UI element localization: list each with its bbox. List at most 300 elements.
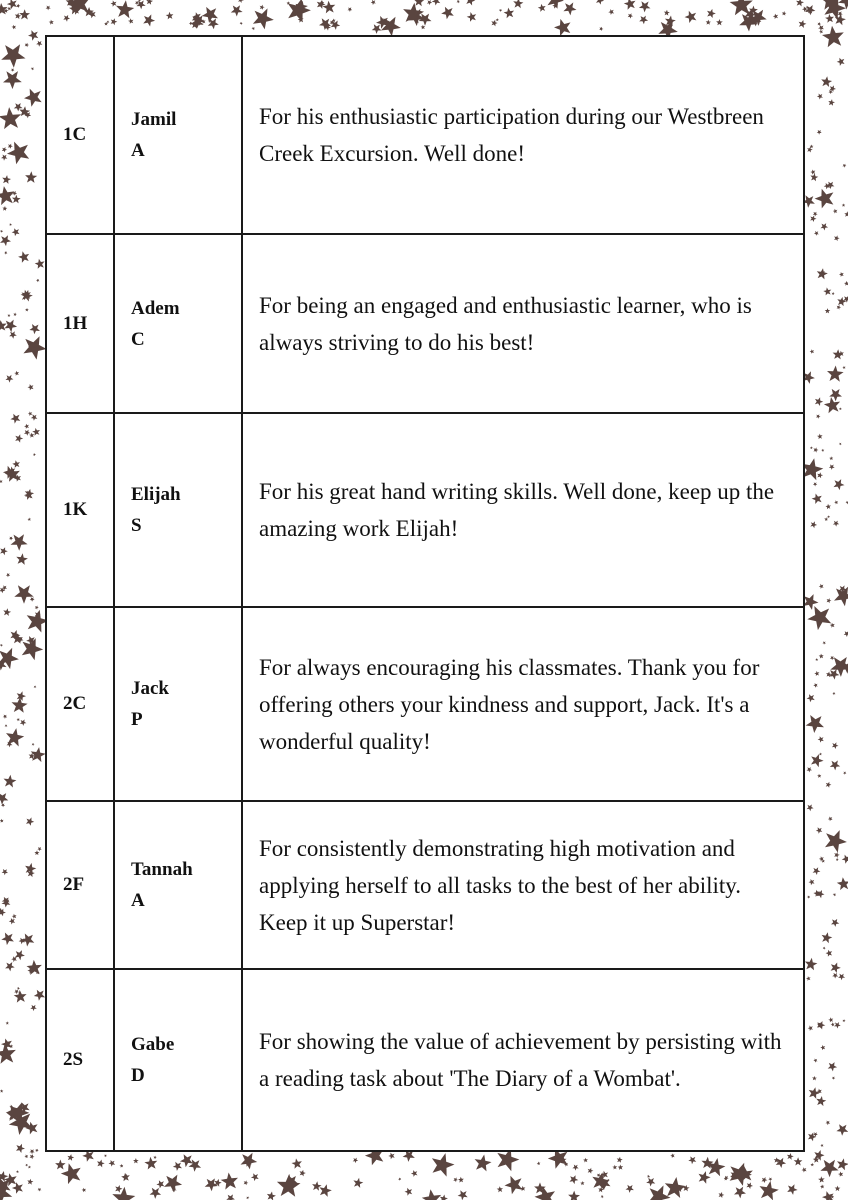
star-icon: [821, 223, 829, 230]
star-icon: [827, 515, 830, 518]
star-icon: [835, 1186, 841, 1192]
star-icon: [121, 1173, 130, 1182]
star-icon: [0, 547, 8, 555]
star-icon: [146, 0, 153, 5]
star-icon: [49, 20, 54, 25]
star-icon: [821, 449, 824, 452]
star-icon: [699, 1171, 711, 1184]
star-icon: [816, 827, 823, 834]
star-icon: [0, 3, 8, 15]
student-name-cell: [114, 413, 242, 607]
star-icon: [823, 947, 826, 950]
star-icon: [34, 685, 37, 688]
star-icon: [9, 537, 13, 541]
star-icon: [837, 305, 842, 310]
star-icon: [6, 375, 14, 383]
star-icon: [828, 1017, 833, 1022]
star-icon: [319, 1184, 331, 1197]
star-icon: [111, 0, 117, 6]
star-icon: [46, 6, 51, 11]
star-icon: [505, 1176, 523, 1195]
star-icon: [432, 1153, 455, 1177]
star-icon: [827, 598, 832, 603]
star-icon: [762, 1177, 768, 1183]
star-icon: [411, 1170, 418, 1177]
star-icon: [807, 694, 815, 702]
star-icon: [809, 879, 815, 885]
star-icon: [457, 0, 461, 3]
star-icon: [422, 1189, 441, 1200]
star-icon: [12, 195, 21, 204]
star-icon: [826, 1121, 831, 1126]
class-cell: 2C: [46, 607, 114, 801]
star-icon: [111, 18, 118, 25]
student-first-name: Jack: [131, 678, 169, 699]
star-icon: [32, 743, 35, 746]
star-icon: [4, 775, 17, 788]
star-icon: [624, 0, 636, 10]
star-icon: [496, 18, 499, 21]
student-last-initial: S: [131, 515, 142, 536]
star-icon: [828, 1062, 837, 1071]
star-icon: [818, 22, 822, 26]
star-icon: [253, 8, 274, 29]
star-icon: [818, 25, 824, 31]
star-icon: [63, 15, 70, 22]
star-icon: [38, 1188, 42, 1192]
student-first-name: Elijah: [131, 484, 181, 505]
star-icon: [353, 1178, 363, 1188]
star-icon: [836, 1124, 848, 1136]
star-icon: [15, 950, 25, 960]
star-icon: [240, 22, 243, 25]
star-icon: [115, 1185, 122, 1193]
star-icon: [646, 1178, 655, 1187]
star-icon: [842, 1019, 845, 1022]
star-icon: [323, 1, 336, 14]
student-first-name: Jamil: [131, 109, 177, 130]
star-icon: [27, 1179, 33, 1185]
star-icon: [572, 1165, 578, 1171]
star-icon: [806, 715, 824, 733]
star-icon: [810, 173, 818, 181]
star-icon: [24, 89, 42, 107]
star-icon: [554, 19, 571, 36]
star-icon: [231, 5, 243, 16]
star-icon: [816, 1096, 826, 1106]
star-icon: [734, 1187, 746, 1199]
star-icon: [828, 817, 833, 822]
star-icon: [166, 12, 174, 20]
star-icon: [839, 407, 842, 410]
star-icon: [818, 1176, 825, 1182]
star-icon: [109, 1160, 116, 1167]
star-icon: [817, 94, 823, 100]
star-icon: [30, 1154, 35, 1159]
star-icon: [205, 1178, 218, 1191]
award-message: For always encouraging his classmates. Thank you for offering others your kindness and support, Jack. It's a wonderful quality!: [242, 607, 804, 801]
star-icon: [30, 1005, 37, 1011]
star-icon: [810, 1163, 814, 1167]
star-icon: [833, 209, 838, 214]
star-icon: [398, 1178, 401, 1181]
star-icon: [1, 1039, 12, 1050]
star-icon: [647, 1175, 650, 1178]
star-icon: [4, 320, 17, 333]
student-name-cell: [114, 801, 242, 969]
star-icon: [844, 631, 848, 637]
star-icon: [707, 9, 716, 18]
star-icon: [12, 1182, 23, 1194]
star-icon: [17, 987, 20, 990]
star-icon: [568, 1191, 580, 1200]
star-icon: [251, 1173, 259, 1181]
student-name-cell: [114, 969, 242, 1151]
star-icon: [670, 1153, 674, 1158]
star-icon: [10, 414, 20, 424]
star-icon: [16, 1170, 19, 1173]
star-icon: [820, 1160, 838, 1177]
student-first-name: Adem: [131, 297, 180, 319]
star-icon: [24, 1154, 28, 1158]
star-icon: [12, 697, 28, 713]
star-icon: [830, 760, 840, 770]
star-icon: [277, 1174, 301, 1197]
star-icon: [838, 974, 845, 981]
star-icon: [7, 314, 10, 317]
star-icon: [37, 847, 41, 851]
student-last-initial: C: [131, 328, 145, 350]
star-icon: [782, 11, 787, 16]
student-first-name: Tannah: [131, 859, 193, 880]
star-icon: [830, 656, 835, 660]
award-row-1c: [46, 36, 804, 234]
star-icon: [35, 1149, 39, 1153]
star-icon: [832, 1076, 835, 1079]
star-icon: [818, 736, 824, 742]
award-message: For showing the value of achievement by persisting with a reading task about 'The Diary of a Wombat'.: [242, 969, 804, 1151]
star-icon: [537, 1162, 541, 1166]
star-icon: [4, 251, 7, 254]
star-icon: [828, 99, 835, 106]
star-icon: [0, 1089, 3, 1092]
star-icon: [244, 1180, 249, 1185]
star-icon: [24, 491, 33, 500]
star-icon: [0, 480, 3, 483]
star-icon: [608, 9, 614, 15]
star-icon: [317, 0, 326, 9]
star-icon: [839, 443, 842, 446]
star-icon: [822, 932, 833, 943]
star-icon: [806, 976, 811, 981]
star-icon: [20, 719, 27, 726]
star-icon: [823, 287, 831, 295]
star-icon: [832, 742, 839, 749]
star-icon: [475, 1155, 492, 1172]
star-icon: [583, 1158, 588, 1163]
star-icon: [601, 1195, 604, 1198]
star-icon: [112, 1187, 135, 1200]
star-icon: [817, 268, 828, 279]
star-icon: [817, 774, 821, 778]
star-icon: [819, 30, 823, 34]
star-icon: [773, 14, 778, 20]
star-icon: [822, 1191, 834, 1200]
star-icon: [639, 16, 648, 25]
star-icon: [432, 0, 441, 6]
star-icon: [836, 858, 839, 861]
star-icon: [8, 144, 13, 149]
star-icon: [55, 1160, 66, 1170]
star-icon: [128, 18, 134, 24]
student-name-cell: [114, 234, 242, 413]
star-icon: [0, 230, 3, 233]
star-icon: [563, 2, 576, 15]
star-icon: [830, 623, 835, 628]
star-icon: [11, 68, 15, 72]
star-icon: [26, 817, 34, 825]
star-icon: [29, 433, 34, 438]
star-icon: [12, 228, 20, 236]
star-icon: [458, 1177, 464, 1183]
award-row-1k: [46, 413, 804, 607]
star-icon: [810, 349, 815, 354]
star-icon: [0, 320, 7, 331]
star-icon: [833, 893, 836, 896]
star-icon: [2, 206, 7, 211]
star-icon: [825, 308, 831, 313]
star-icon: [19, 9, 30, 19]
star-icon: [825, 830, 847, 853]
star-icon: [221, 1173, 238, 1190]
star-icon: [513, 0, 523, 8]
star-icon: [12, 914, 17, 919]
star-icon: [421, 25, 426, 30]
star-icon: [3, 71, 22, 89]
star-icon: [826, 782, 832, 788]
star-icon: [499, 9, 502, 12]
awards-table: [45, 35, 805, 1152]
star-icon: [133, 1158, 139, 1163]
star-icon: [28, 384, 34, 390]
star-icon: [810, 521, 817, 528]
star-icon: [6, 1021, 10, 1024]
star-icon: [814, 671, 819, 676]
star-icon: [796, 0, 804, 7]
star-icon: [144, 1157, 157, 1170]
star-icon: [25, 171, 37, 183]
student-name-cell: [114, 36, 242, 234]
star-icon: [0, 793, 8, 805]
star-icon: [31, 414, 38, 421]
star-icon: [1, 933, 14, 946]
star-icon: [843, 771, 846, 774]
star-icon: [819, 654, 824, 659]
star-icon: [9, 331, 17, 339]
star-icon: [844, 281, 848, 286]
star-icon: [746, 1182, 753, 1189]
star-icon: [805, 958, 818, 971]
star-icon: [815, 189, 834, 209]
star-icon: [17, 718, 20, 721]
star-icon: [252, 27, 255, 30]
star-icon: [28, 30, 38, 41]
star-icon: [837, 877, 848, 890]
star-icon: [829, 464, 835, 470]
star-icon: [831, 963, 841, 974]
star-icon: [1, 155, 7, 161]
star-icon: [28, 1166, 31, 1169]
star-icon: [538, 4, 546, 12]
star-icon: [821, 76, 832, 87]
star-icon: [810, 446, 813, 449]
star-icon: [466, 0, 475, 6]
star-icon: [12, 460, 20, 468]
star-icon: [815, 397, 823, 406]
star-icon: [372, 24, 382, 34]
star-icon: [822, 641, 826, 645]
star-icon: [9, 918, 15, 925]
star-icon: [120, 1164, 124, 1168]
star-icon: [794, 1157, 803, 1165]
star-icon: [809, 1087, 820, 1099]
star-icon: [82, 1188, 86, 1193]
star-icon: [787, 1184, 797, 1195]
student-name-cell: [114, 607, 242, 801]
star-icon: [807, 804, 814, 811]
star-icon: [817, 472, 823, 478]
star-icon: [819, 584, 824, 589]
star-icon: [842, 366, 845, 369]
star-icon: [808, 1025, 813, 1031]
star-icon: [17, 4, 21, 8]
star-icon: [807, 147, 813, 153]
star-icon: [814, 447, 819, 452]
star-icon: [246, 1196, 249, 1199]
star-icon: [824, 517, 828, 521]
star-icon: [28, 518, 32, 522]
star-icon: [826, 950, 833, 957]
star-icon: [24, 424, 29, 429]
star-icon: [2, 869, 8, 875]
star-icon: [6, 573, 10, 577]
star-icon: [25, 1164, 28, 1167]
star-icon: [706, 20, 711, 25]
award-message: For his enthusiastic participation during our Westbreen Creek Excursion. Well done!: [242, 36, 804, 234]
star-icon: [688, 1156, 696, 1164]
star-icon: [799, 20, 807, 28]
star-icon: [831, 919, 839, 927]
star-icon: [419, 14, 432, 26]
star-icon: [5, 467, 20, 482]
star-icon: [802, 1167, 807, 1172]
star-icon: [1, 803, 5, 807]
star-icon: [803, 594, 819, 610]
star-icon: [626, 1185, 634, 1193]
star-icon: [592, 1172, 609, 1190]
star-icon: [3, 715, 8, 719]
star-icon: [31, 67, 34, 70]
star-icon: [685, 11, 697, 23]
star-icon: [639, 1, 651, 12]
star-icon: [612, 1165, 617, 1170]
star-icon: [596, 0, 604, 5]
class-cell: 1C: [46, 36, 114, 234]
star-icon: [5, 725, 8, 728]
star-icon: [11, 534, 28, 550]
star-icon: [353, 1158, 359, 1164]
star-icon: [25, 43, 29, 48]
star-icon: [2, 147, 7, 152]
star-icon: [371, 0, 376, 5]
star-icon: [834, 1022, 841, 1029]
student-last-initial: D: [131, 1065, 145, 1086]
star-icon: [34, 990, 45, 1001]
star-icon: [29, 324, 40, 334]
star-icon: [842, 164, 846, 168]
star-icon: [842, 203, 846, 206]
star-icon: [348, 7, 353, 12]
student-first-name: Gabe: [131, 1034, 175, 1055]
star-icon: [832, 292, 835, 295]
star-icon: [837, 58, 845, 66]
star-icon: [18, 251, 29, 262]
star-icon: [807, 895, 810, 898]
star-icon: [150, 1188, 162, 1199]
star-icon: [388, 1153, 394, 1160]
star-icon: [832, 973, 838, 979]
student-last-initial: A: [131, 140, 145, 161]
star-icon: [67, 1154, 74, 1161]
star-icon: [312, 1181, 322, 1191]
star-icon: [1, 44, 25, 68]
star-icon: [153, 1156, 156, 1159]
star-icon: [30, 597, 35, 602]
class-cell: 2F: [46, 801, 114, 969]
star-icon: [719, 1192, 725, 1198]
star-icon: [3, 608, 11, 616]
star-icon: [814, 231, 819, 236]
star-icon: [15, 434, 23, 442]
student-last-initial: A: [131, 890, 145, 911]
star-icon: [580, 1181, 584, 1185]
star-icon: [826, 504, 832, 509]
star-icon: [16, 553, 28, 565]
star-icon: [14, 585, 33, 604]
star-icon: [811, 754, 824, 767]
star-icon: [0, 644, 3, 647]
star-icon: [834, 500, 838, 504]
star-icon: [97, 1160, 105, 1168]
award-row-2c: [46, 607, 804, 801]
star-icon: [838, 1172, 843, 1177]
star-icon: [143, 14, 155, 26]
star-icon: [665, 1177, 686, 1198]
star-icon: [440, 1195, 448, 1200]
star-icon: [569, 1175, 578, 1184]
star-icon: [25, 308, 29, 312]
class-cell: 1K: [46, 413, 114, 607]
star-icon: [813, 683, 818, 688]
star-icon: [441, 7, 454, 20]
star-icon: [2, 175, 11, 184]
star-icon: [816, 414, 821, 419]
star-icon: [292, 1158, 302, 1168]
award-message: For his great hand writing skills. Well done, keep up the amazing work Elijah!: [242, 413, 804, 607]
star-icon: [35, 606, 39, 610]
star-icon: [106, 21, 109, 24]
star-icon: [817, 434, 823, 440]
